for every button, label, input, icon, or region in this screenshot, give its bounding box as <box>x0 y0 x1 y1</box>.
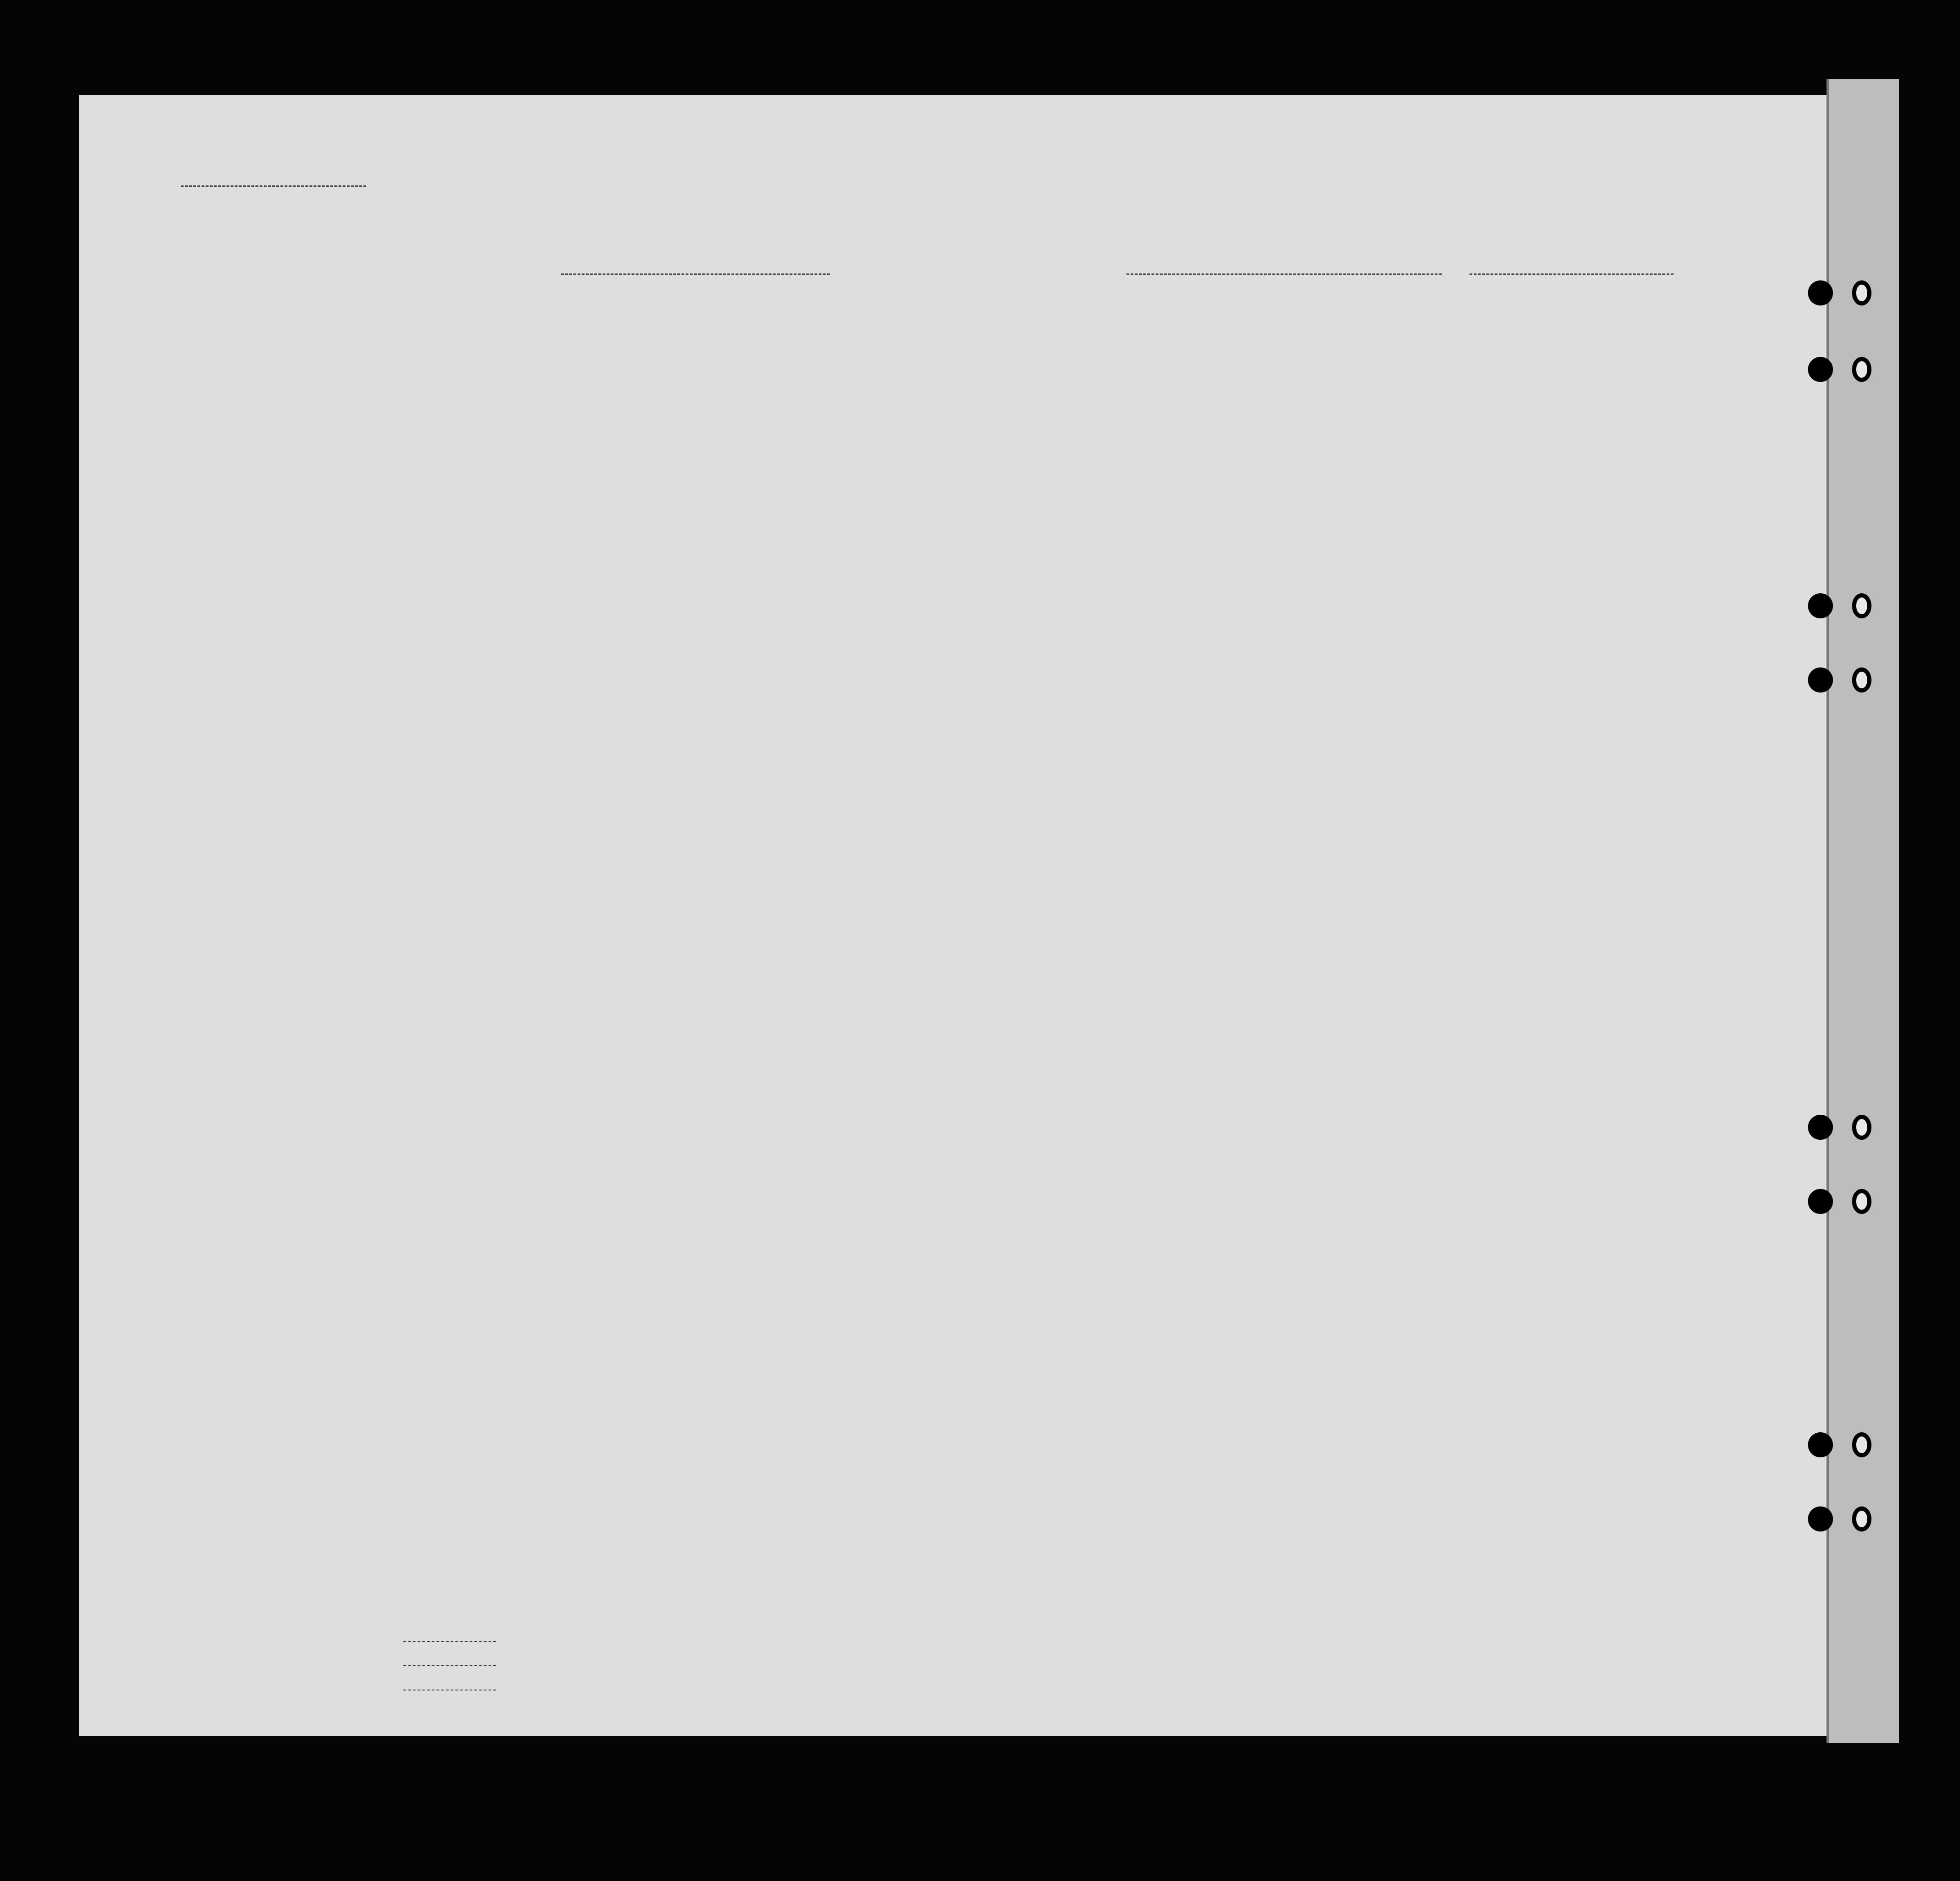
total-blank <box>403 1641 496 1642</box>
citizens-blank <box>403 1665 496 1666</box>
